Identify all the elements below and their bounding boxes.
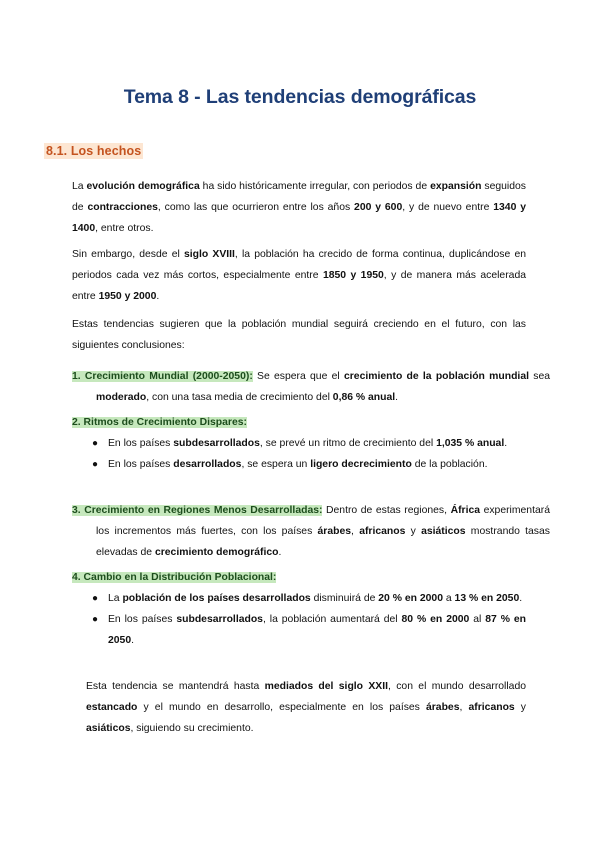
- list-item-2-bullet-1: ● En los países subdesarrollados, se prevé un ritmo de crecimiento del 1,035 % anual.: [92, 433, 526, 454]
- bullet-icon: ●: [92, 614, 99, 625]
- list-item-4: [72, 567, 526, 588]
- section-heading: 8.1. Los hechos: [46, 144, 142, 158]
- paragraph-conclusion: Esta tendencia se mantendrá hasta mediados del siglo XXII, con el mundo desarrollado estancado y el mundo en desarrollo, especialmente en los países árabes, africanos y asiáticos, siguiendo su crecimiento.: [86, 681, 527, 734]
- paragraph-evolution: La evolución demográfica ha sido históricamente irregular, con periodos de expansión seguidos de contracciones, como las que ocurrieron entre los años 200 y 600, y de nuevo entre 1340 y 1400, entre otros.: [72, 181, 526, 234]
- list-item-2-bullet-2: ● En los países desarrollados, se espera un ligero decrecimiento de la población.: [92, 454, 526, 475]
- list-item-4-bullet-1: ● La población de los países desarrollados disminuirá de 20 % en 2000 a 13 % en 2050.: [92, 588, 526, 609]
- list-item-2-heading: 2. Ritmos de Crecimiento Dispares:: [72, 417, 247, 428]
- bullet-icon: ●: [92, 459, 99, 470]
- bullet-icon: ●: [92, 438, 99, 449]
- list-item-1-heading: 1. Crecimiento Mundial (2000-2050):: [72, 371, 253, 382]
- list-item-4-bullets: [92, 588, 526, 651]
- list-item-3: 3. Crecimiento en Regiones Menos Desarrolladas: Dentro de estas regiones, África experimentará los incrementos más fuertes, con los países árabes, africanos y asiáticos mostrando tasas elevadas de crecimiento demográfico.: [72, 505, 550, 558]
- list-item-2-bullets: [92, 433, 526, 475]
- paragraph-trends: Estas tendencias sugieren que la población mundial seguirá creciendo en el futuro, con las siguientes conclusiones:: [72, 319, 526, 351]
- list-item-4-heading: 4. Cambio en la Distribución Poblacional:: [72, 572, 277, 583]
- list-item-3-heading: 3. Crecimiento en Regiones Menos Desarrolladas:: [72, 505, 323, 516]
- list-item-4-bullet-2: ● En los países subdesarrollados, la población aumentará del 80 % en 2000 al 87 % en 2050.: [92, 609, 526, 651]
- list-item-1: 1. Crecimiento Mundial (2000-2050): Se espera que el crecimiento de la población mundial sea moderado, con una tasa media de crecimiento del 0,86 % anual.: [72, 371, 551, 403]
- page-title: Tema 8 - Las tendencias demográficas: [123, 86, 477, 108]
- list-item-2: [72, 412, 526, 433]
- bullet-icon: ●: [92, 593, 99, 604]
- paragraph-growth: Sin embargo, desde el siglo XVIII, la población ha crecido de forma continua, duplicándose en periodos cada vez más cortos, especialmente entre 1850 y 1950, y de manera más acelerada entre 1950 y 2000.: [72, 249, 527, 302]
